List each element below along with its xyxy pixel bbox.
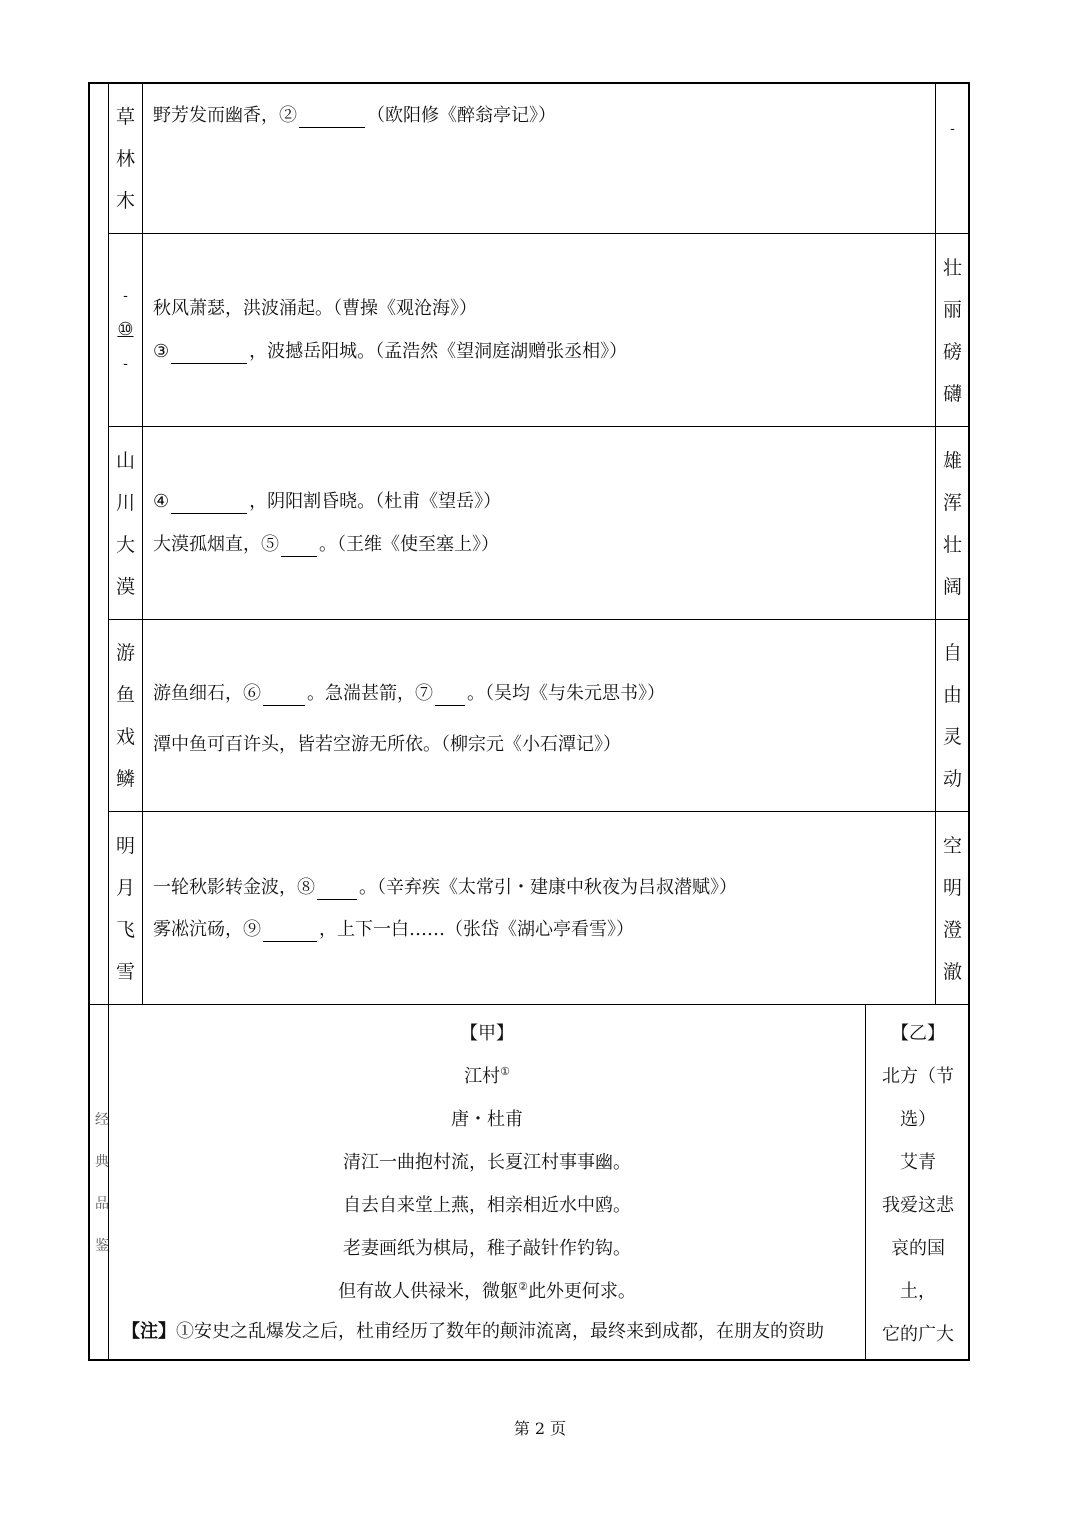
- row-divider: [108, 811, 970, 812]
- jia-note: 【注】①安史之乱爆发之后，杜甫经历了数年的颠沛流离，最终来到成都，在朋友的资助: [122, 1321, 824, 1342]
- verse-line: 潭中鱼可百许头，皆若空游无所依。（柳宗元《小石潭记》）: [153, 734, 621, 755]
- yi-line: 哀的国: [891, 1238, 945, 1259]
- page-number: 第 2 页: [513, 1419, 567, 1438]
- poem-line: 清江一曲抱村流，长夏江村事事幽。: [343, 1152, 631, 1173]
- row-label: 山 川 大 漠: [115, 450, 135, 598]
- row-right-label: 空 明 澄 澈: [942, 835, 962, 983]
- verse-line: 大漠孤烟直，⑤ 。（王维《使至塞上》）: [153, 534, 499, 555]
- row-label: - ⑩ -: [117, 288, 134, 372]
- section-label: 经 典 品 鉴: [95, 1112, 109, 1254]
- answer-blank[interactable]: [263, 923, 317, 942]
- row-divider: [108, 233, 970, 234]
- poem-line: 但有故人供禄米，微躯②此外更何求。: [338, 1280, 636, 1302]
- jia-title: 江村①: [464, 1065, 510, 1087]
- answer-blank[interactable]: [281, 538, 317, 557]
- row-right-label: -: [950, 121, 955, 137]
- row-right-label: 雄 浑 壮 阔: [942, 450, 962, 598]
- answer-blank[interactable]: [171, 495, 247, 514]
- jia-header: 【甲】: [460, 1023, 514, 1044]
- answer-blank[interactable]: [317, 881, 357, 900]
- answer-blank[interactable]: [435, 687, 465, 706]
- yi-line: 北方（节: [882, 1066, 954, 1087]
- frame-top-line: [88, 82, 970, 84]
- yi-line: 艾青: [900, 1152, 936, 1173]
- verse-line: ④ ，阴阳割昏晓。（杜甫《望岳》）: [153, 491, 502, 512]
- jia-poem: [108, 1012, 866, 1313]
- yi-line: 土，: [900, 1281, 936, 1302]
- poem-line: 自去自来堂上燕，相亲相近水中鸥。: [343, 1195, 631, 1216]
- verse-line: 野芳发而幽香，② （欧阳修《醉翁亭记》）: [153, 105, 556, 126]
- row-label: 明 月 飞 雪: [115, 835, 135, 983]
- answer-blank[interactable]: [263, 687, 305, 706]
- row-divider: [108, 619, 970, 620]
- row-label: 草 林 木: [115, 106, 135, 212]
- row-divider: [108, 426, 970, 427]
- yi-header: 【乙】: [891, 1023, 945, 1044]
- yi-line: 选）: [900, 1109, 936, 1130]
- verse-line: 雾凇沆砀，⑨ ，上下一白……（张岱《湖心亭看雪》）: [153, 919, 634, 940]
- label-col-line: [142, 82, 143, 1005]
- answer-blank[interactable]: [171, 345, 247, 364]
- row-right-label: 壮 丽 磅 礴: [942, 257, 962, 405]
- yi-poem: [866, 1012, 970, 1356]
- jia-author: 唐・杜甫: [451, 1109, 523, 1130]
- verse-line: ③ ，波撼岳阳城。（孟浩然《望洞庭湖赠张丞相》）: [153, 341, 628, 362]
- verse-line: 游鱼细石，⑥ 。急湍甚箭，⑦ 。（吴均《与朱元思书》）: [153, 683, 665, 704]
- yi-line: 它的广大: [882, 1324, 954, 1345]
- row-label: 游 鱼 戏 鳞: [115, 642, 135, 790]
- frame-bottom-line: [88, 1359, 970, 1361]
- row-right-label: 自 由 灵 动: [942, 642, 962, 790]
- section-divider: [88, 1004, 970, 1005]
- verse-line: 一轮秋影转金波，⑧ 。（辛弃疾《太常引・建康中秋夜为吕叔潜赋》）: [153, 877, 737, 898]
- answer-blank[interactable]: [299, 109, 365, 128]
- yi-line: 我爱这悲: [882, 1195, 954, 1216]
- verse-line: 秋风萧瑟，洪波涌起。（曹操《观沧海》）: [153, 298, 477, 319]
- poem-line: 老妻画纸为棋局，稚子敲针作钓钩。: [343, 1238, 631, 1259]
